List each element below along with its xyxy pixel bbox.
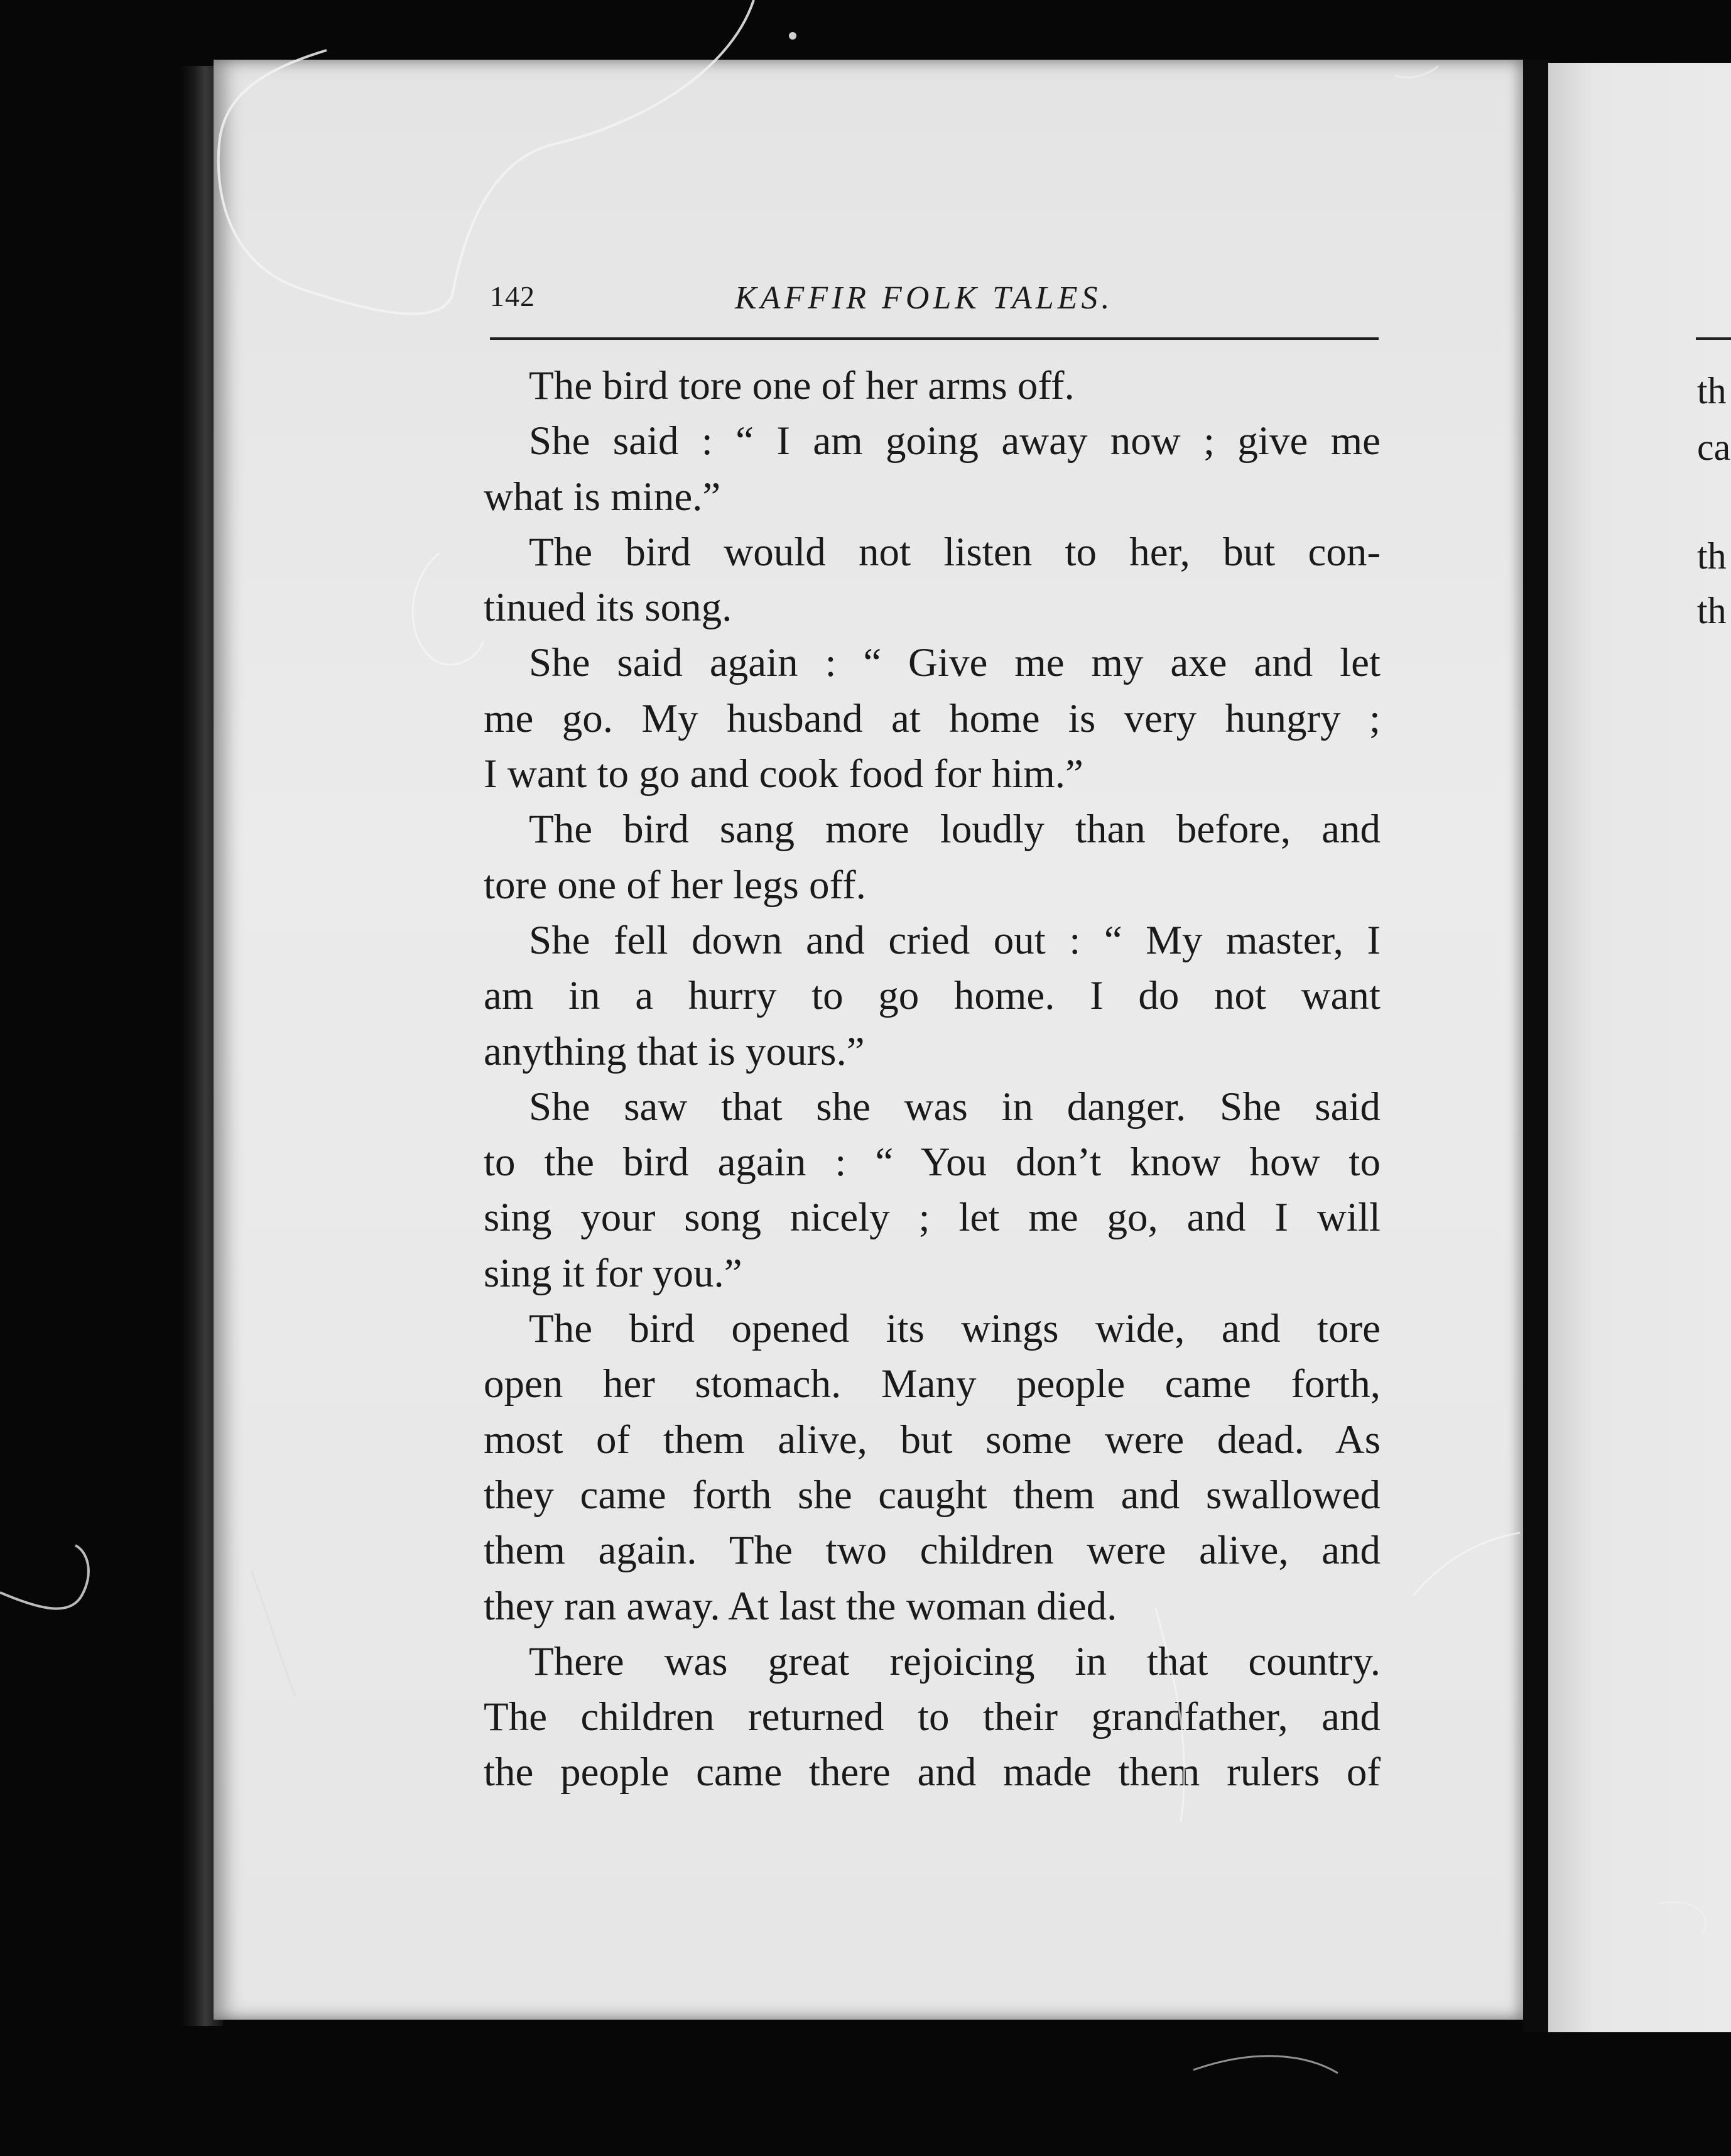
facing-page-rule	[1696, 337, 1731, 340]
body-text	[484, 358, 1381, 1800]
page-header	[490, 280, 1376, 330]
text-line: There was great rejoicing in that country.	[529, 1638, 1381, 1684]
text-line: She saw that she was in danger. She said	[529, 1084, 1381, 1130]
text-line: to the bird again : “ You don’t know how to	[484, 1140, 1381, 1185]
facing-page-fragment: th	[1697, 370, 1727, 411]
page-number: 142	[490, 280, 535, 312]
text-line: She fell down and cried out : “ My master, I	[529, 917, 1381, 963]
text-line: She said again : “ Give me my axe and let	[529, 640, 1381, 686]
text-line: The bird sang more loudly than before, and	[529, 807, 1381, 852]
text-line: sing your song nicely ; let me go, and I will	[484, 1195, 1381, 1241]
text-line: The bird tore one of her arms off.	[529, 363, 1075, 408]
text-line: anything that is yours.”	[484, 1028, 865, 1074]
text-line: I want to go and cook food for him.”	[484, 751, 1083, 797]
facing-page	[1548, 63, 1731, 2032]
text-line: tore one of her legs off.	[484, 862, 866, 908]
text-line: The bird opened its wings wide, and tore	[529, 1306, 1381, 1352]
text-line: what is mine.”	[484, 474, 721, 520]
book-spine	[1523, 60, 1548, 2032]
text-line: tinued its song.	[484, 585, 732, 631]
text-line: The children returned to their grandfather, and	[484, 1694, 1381, 1740]
facing-page-fragment: th	[1697, 590, 1727, 631]
text-line: they came forth she caught them and swallowed	[484, 1472, 1381, 1518]
text-line: open her stomach. Many people came forth,	[484, 1361, 1381, 1407]
text-line: The bird would not listen to her, but con-	[529, 529, 1381, 575]
text-line: they ran away. At last the woman died.	[484, 1583, 1117, 1629]
text-line: them again. The two children were alive, and	[484, 1528, 1381, 1574]
facing-page-fragment: ca	[1697, 427, 1731, 468]
text-line: sing it for you.”	[484, 1250, 742, 1296]
text-line: am in a hurry to go home. I do not want	[484, 973, 1381, 1019]
text-line: She said : “ I am going away now ; give me	[529, 418, 1381, 464]
facing-page-fragment: th	[1697, 535, 1727, 577]
running-title: KAFFIR FOLK TALES.	[735, 280, 1114, 316]
text-line: me go. My husband at home is very hungry ;	[484, 695, 1381, 741]
text-line: the people came there and made them rulers of	[484, 1750, 1381, 1795]
header-rule	[490, 337, 1379, 340]
text-line: most of them alive, but some were dead. As	[484, 1417, 1381, 1462]
